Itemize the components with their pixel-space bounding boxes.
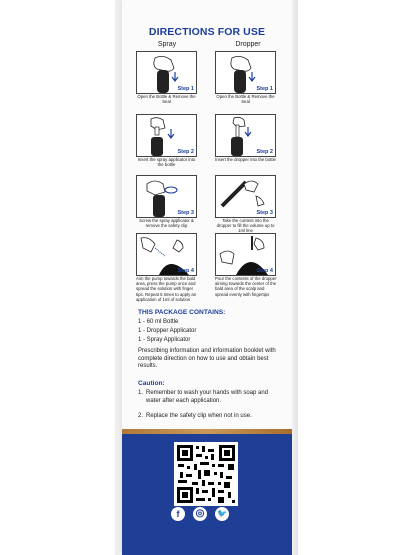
facebook-icon[interactable]: f <box>171 507 185 521</box>
qr-code-icon <box>174 442 238 506</box>
product-box-panel <box>122 0 292 555</box>
step-label: Step 2 <box>177 149 194 155</box>
dropper-step-3-illustration <box>215 175 276 218</box>
caution-item-text: Replace the safety clip when not in use. <box>146 413 252 419</box>
spray-step-4-caption: Aim the pump towards the bald area, press the pump once and spread the solution with finger tips. Repeat 5 times to apply an application of 1ml of solution <box>136 276 197 302</box>
step-label: Step 4 <box>177 268 194 274</box>
step-label: Step 3 <box>256 210 273 216</box>
caution-item <box>138 413 278 421</box>
package-item: 1 - Spray Applicator <box>138 337 191 343</box>
spray-step-4-illustration <box>136 233 197 276</box>
spray-step-3-caption: Screw the spray applicator & remove the safety clip <box>139 218 194 229</box>
package-item: 1 - Dropper Applicator <box>138 328 197 334</box>
column-heading-spray: Spray <box>157 41 177 48</box>
spray-step-1-illustration <box>136 51 197 94</box>
spray-step-2-caption: Insert the spray applicator into the bottle <box>137 157 196 168</box>
instagram-icon[interactable]: ◎ <box>193 507 207 521</box>
caution-item-number: 1. <box>138 390 144 396</box>
twitter-icon[interactable]: 🐦 <box>215 507 229 521</box>
caution-item-text: Remember to wash your hands with soap and water after each application. <box>146 390 269 404</box>
dropper-step-4-caption: Pour the contents of the dropper aiming towards the center of the bald area of the scalp and spread evenly with fingertips <box>215 276 277 297</box>
package-item: 1 - 60 ml Bottle <box>138 319 179 325</box>
dropper-step-1-caption: Open the Bottle & Remove the Seal <box>216 94 275 105</box>
box-left-edge <box>115 0 122 555</box>
step-label: Step 1 <box>177 86 194 92</box>
caution-item <box>138 390 278 405</box>
blue-footer-band <box>122 434 292 555</box>
directions-title: DIRECTIONS FOR USE <box>148 26 266 38</box>
step-label: Step 4 <box>256 268 273 274</box>
dropper-step-4-illustration <box>215 233 276 276</box>
caution-item-number: 2. <box>138 413 144 419</box>
dropper-step-1-illustration <box>215 51 276 94</box>
spray-step-1-caption: Open the Bottle & Remove the Seal <box>137 94 196 105</box>
step-label: Step 2 <box>256 149 273 155</box>
spray-step-2-illustration <box>136 114 197 157</box>
step-label: Step 3 <box>177 210 194 216</box>
step-label: Step 1 <box>256 86 273 92</box>
spray-step-3-illustration <box>136 175 197 218</box>
qr-code[interactable] <box>174 442 238 506</box>
prescribing-info-note: Prescribing information and information booklet with complete direction on how to use and obtain best results. <box>138 348 276 370</box>
dropper-step-2-caption: Insert the dropper into the bottle <box>215 157 276 162</box>
dropper-step-3-caption: Take the content into the dropper to fill the volume up to 1ml line <box>216 218 275 234</box>
caution-title: Caution: <box>138 380 165 387</box>
column-heading-dropper: Dropper <box>235 41 261 48</box>
box-right-edge <box>292 0 298 555</box>
dropper-step-2-illustration <box>215 114 276 157</box>
package-contents-title: THIS PACKAGE CONTAINS: <box>138 309 226 316</box>
